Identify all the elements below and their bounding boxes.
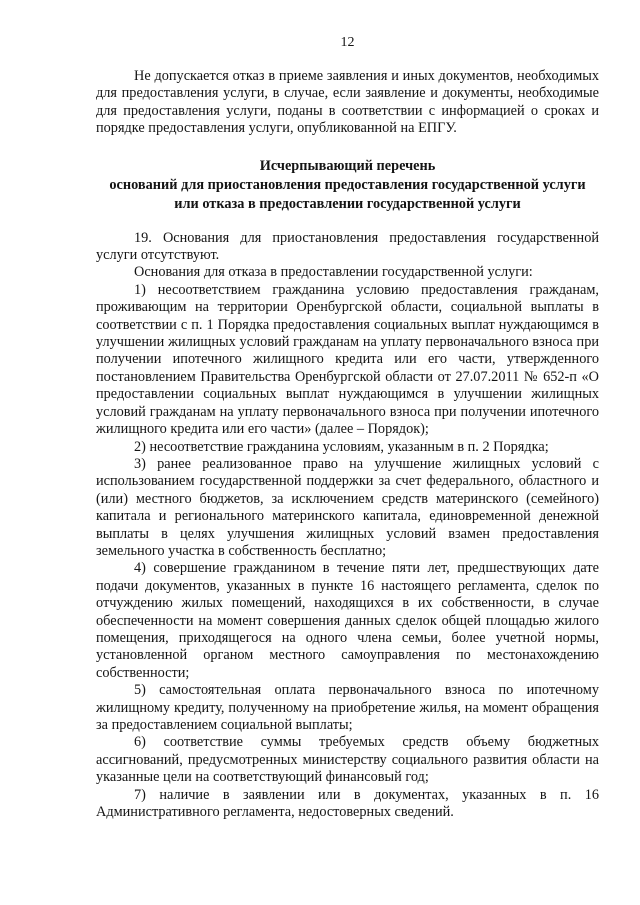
list-item-6: 6) соответствие суммы требуемых средств объему бюджетных ассигнований, предусмотренных министерству социального развития области на указанные цели на соответствующий финансовый год; xyxy=(96,734,599,786)
paragraph-refusal-grounds: Основания для отказа в предоставлении государственной услуги: xyxy=(134,264,533,281)
section-body xyxy=(96,230,599,822)
document-page xyxy=(96,34,599,821)
list-item-7: 7) наличие в заявлении или в документах, указанных в п. 16 Административного регламента, недостоверных сведений. xyxy=(96,786,599,821)
list-item-4: 4) совершение гражданином в течение пяти лет, предшествующих дате подачи документов, указанных в пункте 16 настоящего регламента, сделок по отчуждению жилых помещений, находящихся в их собственности, в случае обеспеченности на момент совершения данных сделок общей площадью жилого помещения, приходящегося на одного члена семьи, более учетной нормы, установленной органом местного самоуправления по местонахождению собственности; xyxy=(96,560,599,681)
intro-paragraph: Не допускается отказ в приеме заявления и иных документов, необходимых для предоставления услуги, в случае, если заявление и документы, необходимые для предоставления услуги, поданы в соответствии с информацией о сроках и порядке предоставления услуги, опубликованной на ЕПГУ. xyxy=(96,68,599,137)
paragraph-19: 19. Основания для приостановления предоставления государственной услуги отсутствуют. xyxy=(96,229,599,264)
list-item-1: 1) несоответствием гражданина условию предоставления гражданам, проживающим на территории Оренбургской области, социальной выплаты в соответствии с п. 1 Порядка предоставления социальных выплат нуждающимся в улучшении жилищных условий гражданам на уплату первоначального взноса при получении ипотечного жилищного кредита или его части, утвержденного постановлением Правительства Оренбургской области от 27.07.2011 № 652-п «О предоставлении социальных выплат нуждающимся в улучшении жилищных условий гражданам на уплату первоначального взноса при получении ипотечного жилищного кредита или его части» (далее – Порядок); xyxy=(96,281,599,438)
list-item-2: 2) несоответствие гражданина условиям, указанным в п. 2 Порядка; xyxy=(134,438,549,455)
section-heading xyxy=(96,157,599,214)
list-item-5: 5) самостоятельная оплата первоначального взноса по ипотечному жилищному кредиту, полученному на приобретение жилья, на момент обращения за предоставлением социальной выплаты; xyxy=(96,682,599,733)
list-item-3: 3) ранее реализованное право на улучшение жилищных условий с использованием государственной поддержки за счет федерального, областного и (или) местного бюджетов, за исключением средств материнского (семейного) капитала и регионального материнского капитала, единовременной денежной выплаты в целях улучшения жилищных условий взамен предоставления земельного участка в собственность бесплатно; xyxy=(96,455,599,559)
section-heading-line-2: оснований для приостановления предоставления государственной услуги или отказа в предоставлении государственной услуги xyxy=(109,176,586,212)
page-number: 12 xyxy=(340,35,355,50)
section-heading-line-1: Исчерпывающий перечень xyxy=(259,157,436,174)
